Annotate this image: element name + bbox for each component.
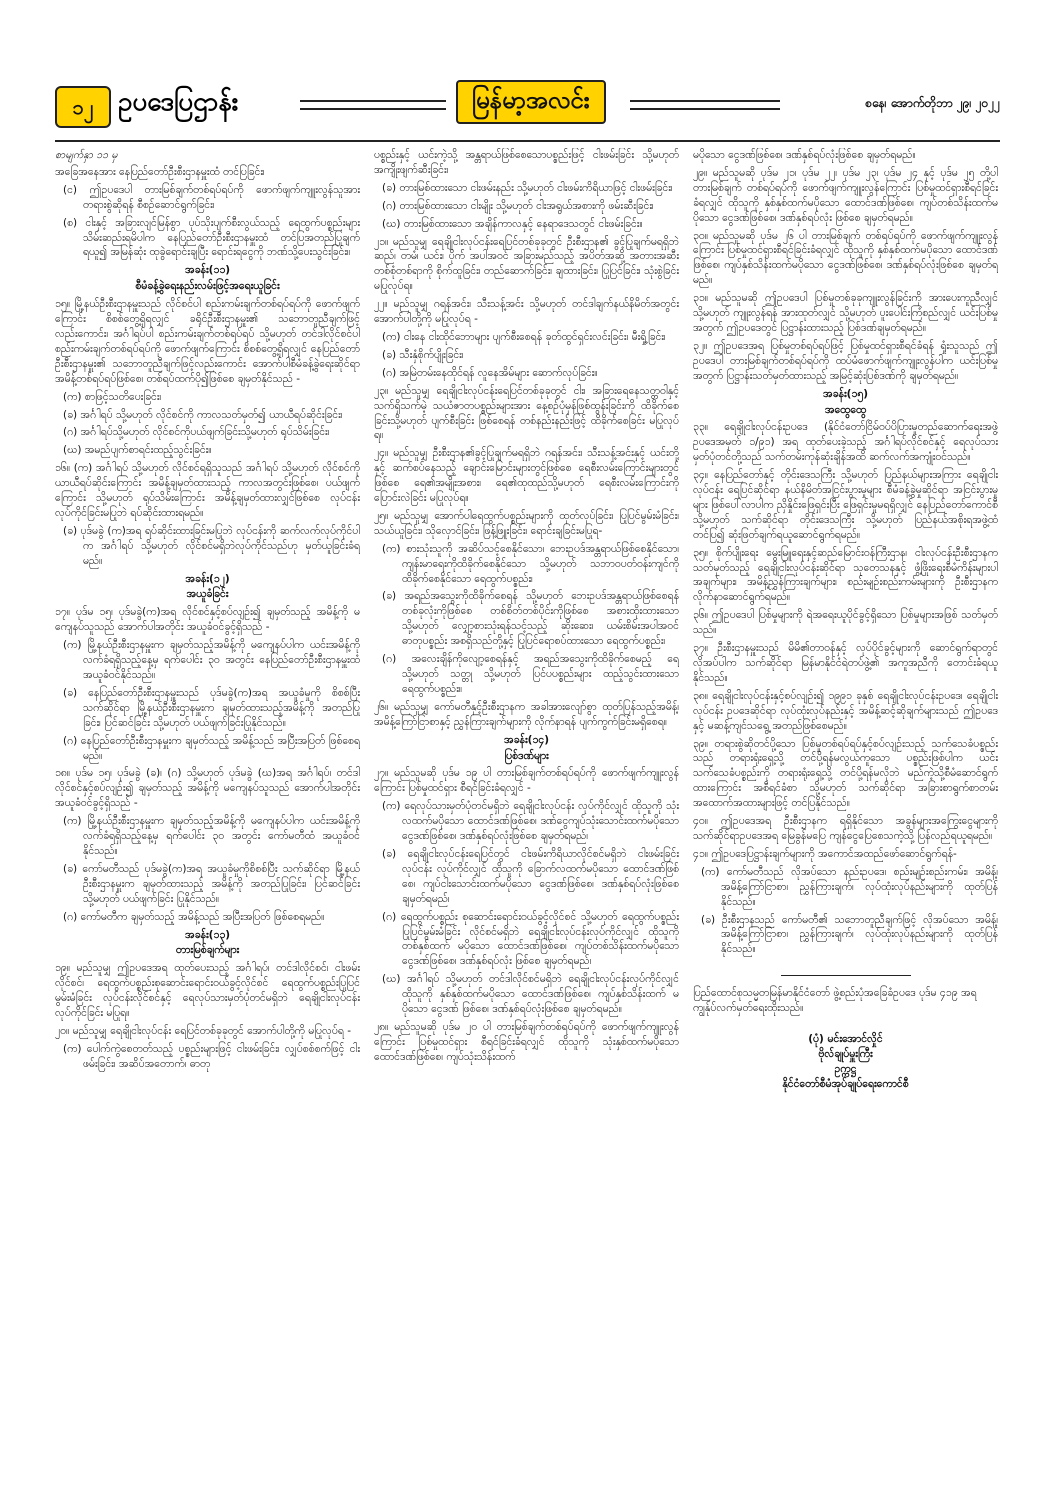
list-item: (ဂ) အလေးချိန်ကိုလျော့စေရန်နှင့် အရည်အသွေးကိုထိခိုက်စေမည့် ရေ သို့မဟုတ် သတ္တု သို့မဟုတ် ပြင်ပပစ္စည်းများ ထည့်သွင်းထားသော ရေထွက်ပစ္စည်း။ <box>382 653 679 695</box>
paragraph: ၂၇။ မည်သူမဆို ပုဒ်မ ၁၉ ပါ တားမြစ်ချက်တစ်ရပ်ရပ်ကို ဖောက်ဖျက်ကျူးလွန်ကြောင်း ပြစ်မှုထင်ရှား စီရင်ခြင်းခံရလျှင် - <box>374 767 679 795</box>
header-rule-left <box>300 100 446 110</box>
list-item: (ခ) တားမြစ်ထားသော ငါးဖမ်းနည်း သို့မဟုတ် ငါးဖမ်းကိရိယာဖြင့် ငါးဖမ်းခြင်း၊ <box>382 181 673 194</box>
list-item: (ဂ) အမြဲတမ်းနေထိုင်ရန် လူနေအိမ်များ ဆောက်လုပ်ခြင်း။ <box>382 366 598 379</box>
page-number-badge: ၁၂ <box>55 86 111 128</box>
article-column-2 <box>374 148 679 1448</box>
list-item: (က) စားသုံးသူကို အဆိပ်သင့်စေနိုင်သော၊ ဘေးဥပဒ်အန္တရာယ်ဖြစ်စေနိုင်သော၊ ကျန်းမာရေးကိုထိခိုက်စေနိုင်သော သို့မဟုတ် သဘာဝပတ်ဝန်းကျင်ကို ထိခိုက်စေနိုင်သော ရေထွက်ပစ္စည်း၊ <box>382 542 679 585</box>
list-item: (က) စာဖြင့်သတိပေးခြင်း၊ <box>63 390 162 403</box>
article-columns <box>55 148 1000 1448</box>
list-item: (ခ) ရေချိုငါးလုပ်ငန်းရေပြင်တွင် ငါးဖမ်းကိရိယာလိုင်စင်မရှိဘဲ ငါးဖမ်းခြင်းလုပ်ငန်း လုပ်ကိုင်လျှင် ထိုသူကို ခြောက်လထက်မပိုသော ထောင်ဒဏ်ဖြစ်စေ၊ ကျပ်ငါးသောင်းထက်မပိုသော ငွေဒဏ်ဖြစ်စေ၊ ဒဏ်နှစ်ရပ်လုံးဖြစ်စေ ချမှတ်ရမည်၊ <box>382 847 679 905</box>
list-item: (ဂ) ကော်မတီက ချမှတ်သည့် အမိန့်သည် အပြီးအပြတ် ဖြစ်စေရမည်။ <box>63 910 325 923</box>
paragraph: ၄၀။ ဤဥပဒေအရ ဦးစီးဌာနက ရရှိနိုင်သော အခွန်များအကြွေးငွေများကို သက်ဆိုင်ရာဥပဒေအရ မြေခွန်မပြေ ကျန်ငွေပြေစေသကဲ့သို့ ပြန်လည်ရယူရမည်။ <box>693 815 998 842</box>
chapter-title: ပြစ်ဒဏ်များ <box>504 749 549 762</box>
list-item: (ဂ) နေပြည်တော်ဦးစီးဌာနမှူးက ချမှတ်သည့် အမိန့်သည် အပြီးအပြတ် ဖြစ်စေရမည်။ <box>63 734 360 762</box>
list-item: (ဂ) ရေထွက်ပစ္စည်း စုဆောင်းရောင်းဝယ်ခွင့်လိုင်စင် သို့မဟုတ် ရေထွက်ပစ္စည်းပြုပြင်မွမ်းမံခြင်း လိုင်စင်မရှိဘဲ ရေချိုငါးလုပ်ငန်းလုပ်ကိုင်လျှင် ထိုသူကို တစ်နှစ်ထက် မပိုသော ထောင်ဒဏ်ဖြစ်စေ၊ ကျပ်တစ်သိန်းထက်မပိုသော ငွေဒဏ်ဖြစ်စေ၊ ဒဏ်နှစ်ရပ်လုံး ဖြစ်စေ ချမှတ်ရမည်၊ <box>382 910 679 968</box>
chapter-heading: အခန်း(၁၃) <box>184 928 231 941</box>
paragraph: ၃၃။ ရေချိုငါးလုပ်ငန်းဥပဒေ (နိုင်ငံတော်ငြိမ်ဝပ်ပိပြားမှုတည်ဆောက်ရေးအဖွဲ့ ဥပဒေအမှတ် ၁/၉၁) အရ ထုတ်ပေးခဲ့သည့် အင်္ဂါရပ်လိုင်စင်နှင့် ရေလုပ်သားမှတ်ပုံတင်တို့သည် သက်တမ်းကုန်ဆုံးချိန်အထိ ဆက်လက်အကျုံးဝင်သည်။ <box>693 421 998 464</box>
signature-block <box>693 975 998 1091</box>
list-item: (ဂ) အင်္ဂါရပ်သို့မဟုတ် လိုင်စင်ကိုပယ်ဖျက်ခြင်းသို့မဟုတ် ရုပ်သိမ်းခြင်း၊ <box>63 426 330 439</box>
paragraph: ၃၀။ မည်သူမဆို ပုဒ်မ ၂၆ ပါ တားမြစ်ချက် တစ်ရပ်ရပ်ကို ဖောက်ဖျက်ကျူးလွန်ကြောင်း ပြစ်မှုထင်ရှားစီရင်ခြင်းခံရလျှင် ထိုသူကို နှစ်နှစ်ထက်မပိုသော ထောင်ဒဏ်ဖြစ်စေ၊ ကျပ်နှစ်သိန်းထက်မပိုသော ငွေဒဏ်ဖြစ်စေ၊ ဒဏ်နှစ်ရပ်လုံးဖြစ်စေ ချမှတ်ရမည်။ <box>693 229 998 287</box>
chapter-title: အထွေထွေ <box>824 403 867 416</box>
list-item: (ခ) အင်္ဂါရပ် သို့မဟုတ် လိုင်စင်ကို ကာလသတ်မှတ်၍ ယာယီရပ်ဆိုင်းခြင်း၊ <box>63 408 343 421</box>
chapter-title: အယူခံခြင်း <box>186 588 229 601</box>
list-item: (က) မြို့နယ်ဦးစီးဌာနမှူးက ချမှတ်သည့်အမိန့်ကို မကျေနပ်ပါက ယင်းအမိန့်ကို လက်ခံရရှိသည့်နေ့မှ ရက်ပေါင်း ၃၀ အတွင်း နေပြည်တော်ဦးစီးဌာနမှူးထံ အယူခံဝင်နိုင်သည်။ <box>63 639 360 681</box>
list-item: (ခ) သီးနှံစိုက်ပျိုးခြင်း၊ <box>382 348 464 361</box>
chapter-heading: အခန်း(၁၂) <box>185 572 230 585</box>
paragraph: ၃၁။ မည်သူမဆို ဤဥပဒေပါ ပြစ်မှုတစ်ခုခုကျူးလွန်ခြင်းကို အားပေးကူညီလျှင် သို့မဟုတ် ကျူးလွန်ရန် အားထုတ်လျှင် သို့မဟုတ် ပူးပေါင်းကြံစည်လျှင် ယင်းပြစ်မှုအတွက် ဤဥပဒေတွင် ပြဋ္ဌာန်းထားသည့် ပြစ်ဒဏ်ချမှတ်ရမည်။ <box>693 292 998 334</box>
list-item: (ဃ) တားမြစ်ထားသော အချိန်ကာလနှင့် နေရာဒေသတွင် ငါးဖမ်းခြင်း။ <box>382 217 643 230</box>
list-item: (ဃ) အင်္ဂါရပ် သို့မဟုတ် တင်ဒါလိုင်စင်မရှိဘဲ ရေချိုငါးလုပ်ငန်းလုပ်ကိုင်လျှင် ထိုသူကို နှစ်နှစ်ထက်မပိုသော ထောင်ဒဏ်ဖြစ်စေ၊ ကျပ်နှစ်သိန်းထက် မပိုသော ငွေဒဏ် ဖြစ်စေ၊ ဒဏ်နှစ်ရပ်လုံးဖြစ်စေ ချမှတ်ရမည်။ <box>382 973 679 1016</box>
paragraph: ၂၅။ မည်သူမျှ အောက်ပါရေထွက်ပစ္စည်းများကို ထုတ်လုပ်ခြင်း၊ ပြုပြင်မွမ်းမံခြင်း၊ သယ်ယူခြင်း၊ သိုလှောင်ခြင်း၊ ဖြန့်ဖြူးခြင်း၊ ရောင်းချခြင်းမပြုရ- <box>374 509 679 537</box>
paragraph: ၁၅။ မြို့နယ်ဦးစီးဌာနမှူးသည် လိုင်စင်ပါ စည်းကမ်းချက်တစ်ရပ်ရပ်ကို ဖောက်ဖျက်ကြောင်း စိစစ်တွေ့ရှိရလျှင် ခရိုင်ဦးစီးဌာနမှူး၏ သဘောတူညီချက်ဖြင့်လည်းကောင်း၊ အင်္ဂါရပ်ပါ စည်းကမ်းချက်တစ်ရပ်ရပ် သို့မဟုတ် တင်ဒါလိုင်စင်ပါ စည်းကမ်းချက်တစ်ရပ်ရပ်ကို ဖောက်ဖျက်ကြောင်း စိစစ်တွေ့ရှိရလျှင် နေပြည်တော်ဦးစီးဌာနမှူး၏ သဘောတူညီချက်ဖြင့်လည်းကောင်း အောက်ပါစီမံခန့်ခွဲရေးဆိုင်ရာ အမိန့်တစ်ရပ်ရပ်ဖြစ်စေ၊ တစ်ရပ်ထက်ပို၍ဖြစ်စေ ချမှတ်နိုင်သည် - <box>55 298 360 385</box>
header-divider <box>55 140 1000 142</box>
list-item: (က) ကော်မတီသည် လိုအပ်သော နည်းဥပဒေ၊ စည်းမျဉ်းစည်းကမ်း၊ အမိန့်၊ အမိန့်ကြော်ငြာစာ၊ ညွှန်ကြားချက်၊ လုပ်ထုံးလုပ်နည်းများကို ထုတ်ပြန်နိုင်သည်။ <box>701 865 998 908</box>
list-item: (စ) ငါးနှင့် အခြားလျင်မြန်စွာ ပုပ်သိုးပျက်စီးလွယ်သည့် ရေထွက်ပစ္စည်းများ သိမ်းဆည်းရမိပါက နေပြည်တော်ဦးစီးဌာနမှူးထံ တင်ပြအတည်ပြုချက်ရယူ၍ အမြန်ဆုံး ထုခွဲရောင်းချပြီး ရောင်းရငွေကို ဘဏ်သို့ပေးသွင်းခြင်း။ <box>63 216 360 259</box>
paragraph: ၂၈။ မည်သူမဆို ပုဒ်မ ၂၀ ပါ တားမြစ်ချက်တစ်ရပ်ရပ်ကို ဖောက်ဖျက်ကျူးလွန်ကြောင်း ပြစ်မှုထင်ရှား စီရင်ခြင်းခံရလျှင် ထိုသူကို သုံးနှစ်ထက်မပိုသော ထောင်ဒဏ်ဖြစ်စေ၊ ကျပ်သုံးသိန်းထက် <box>374 1020 679 1063</box>
paragraph: ၂၆။ မည်သူမျှ ကော်မတီနှင့်ဦးစီးဌာနက အခါအားလျော်စွာ ထုတ်ပြန်သည့်အမိန့်၊ အမိန့်ကြော်ငြာစာနှင့် ညွှန်ကြားချက်များကို လိုက်နာရန် ပျက်ကွက်ခြင်းမရှိစေရ။ <box>374 700 679 728</box>
paragraph: အခြေအနေအား နေပြည်တော်ဦးစီးဌာနမှူးထံ တင်ပြခြင်း၊ <box>55 165 265 178</box>
paragraph: ၂၃။ မည်သူမျှ ရေချိုငါးလုပ်ငန်းရေပြင်တစ်ခုခုတွင် ငါး၊ အခြားရေနေသတ္တဝါနှင့် သက်ရှိသက်မဲ့ သယံဇာတပစ္စည်းများအား နေ့စဉ်ပုံမှန်ဖြစ်ထွန်းခြင်းကို ထိခိုက်စေခြင်းသို့မဟုတ် ပျက်စီးခြင်း ဖြစ်စေရန် တစ်နည်းနည်းဖြင့် ထိခိုက်စေခြင်း မပြုလုပ်ရ။ <box>374 384 679 442</box>
paragraph: မပိုသော ငွေဒဏ်ဖြစ်စေ၊ ဒဏ်နှစ်ရပ်လုံးဖြစ်စေ ချမှတ်ရမည်။ <box>693 149 916 161</box>
article-column-3-body <box>693 148 998 957</box>
paragraph: ၂၀။ မည်သူမျှ ရေချိုငါးလုပ်ငန်း ရေပြင်တစ်ခုခုတွင် အောက်ပါတို့ကို မပြုလုပ်ရ - <box>55 1024 352 1037</box>
chapter-title: တားမြစ်ချက်များ <box>175 944 240 957</box>
signatory-rank: ဗိုလ်ချုပ်မှူးကြီး <box>818 1047 873 1060</box>
list-item: (င) ဤဥပဒေပါ တားမြစ်ချက်တစ်ရပ်ရပ်ကို ဖောက်ဖျက်ကျူးလွန်သူအား တရားစွဲဆိုရန် စီစဉ်ဆောင်ရွက်ခြင်း၊ <box>63 183 360 211</box>
chapter-title: စီမံခန့်ခွဲရေးနည်းလမ်းဖြင့်အရေးယူခြင်း <box>135 280 280 293</box>
paragraph: ၃၉။ တရားစွဲဆိုတင်ပို့သော ပြစ်မှုတစ်ရပ်ရပ်နှင့်စပ်လျဉ်းသည့် သက်သေခံပစ္စည်းသည် တရားရုံးရှေ့သို့ တင်ပို့ရန်မလွယ်ကူသော ပစ္စည်းဖြစ်ပါက ယင်းသက်သေခံပစ္စည်းကို တရားရုံးရှေ့သို့ တင်ပို့ရန်မလိုဘဲ မည်ကဲ့သို့စီမံဆောင်ရွက်ထားကြောင်း အစီရင်ခံစာ သို့မဟုတ် သက်ဆိုင်ရာ အခြားစာရွက်စာတမ်း အထောက်အထားများဖြင့် တင်ပြနိုင်သည်။ <box>693 737 998 810</box>
list-item: (က) ရေလုပ်သားမှတ်ပုံတင်မရှိဘဲ ရေချိုငါးလုပ်ငန်း လုပ်ကိုင်လျှင် ထိုသူကို သုံးလထက်မပိုသော ထောင်ဒဏ်ဖြစ်စေ၊ ဒဏ်ငွေကျပ်သုံးသောင်းထက်မပိုသော ငွေဒဏ်ဖြစ်စေ၊ ဒဏ်နှစ်ရပ်လုံးဖြစ်စေ ချမှတ်ရမည်၊ <box>382 800 679 843</box>
list-item: (ခ) ကော်မတီသည် ပုဒ်မခွဲ(က)အရ အယူခံမှုကိုစိစစ်ပြီး သက်ဆိုင်ရာ မြို့နယ်ဦးစီးဌာနမှူးက ချမှတ်ထားသည့် အမိန့်ကို အတည်ပြုခြင်း၊ ပြင်ဆင်ခြင်း သို့မဟုတ် ပယ်ဖျက်ခြင်း ပြုနိုင်သည်။ <box>63 862 360 905</box>
list-item: (က) ငါးနေ ငါးထိုင်ဘောများ ပျက်စီးစေရန် ခုတ်ထွင်ရှင်းလင်းခြင်း၊ မီးရှို့ခြင်း၊ <box>382 330 666 343</box>
signatory-role: ဥက္ကဋ္ဌ <box>834 1062 857 1075</box>
page-header <box>0 0 1054 150</box>
list-item: (ခ) အရည်အသွေးကိုထိခိုက်စေရန် သို့မဟုတ် ဘေးဥပဒ်အန္တရာယ်ဖြစ်စေရန် တစ်ခုလုံးကိုဖြစ်စေ တစ်စိတ်တစ်ပိုင်းကိုဖြစ်စေ အစားထိုးထားသော သို့မဟုတ် လျှော့စားသုံးရန်သင့်သည့် ဆိုးဆေး၊ ယမ်းစိမ်းအပါအဝင် ဓာတုပစ္စည်း အစရှိသည်တို့နှင့် ပြုပြင်ရောစပ်ထားသော ရေထွက်ပစ္စည်း၊ <box>382 590 679 648</box>
chapter-heading: အခန်း(၁၅) <box>822 387 869 400</box>
paragraph: ၂၉။ မည်သူမဆို ပုဒ်မ ၂၁၊ ပုဒ်မ ၂၂၊ ပုဒ်မ ၂၃၊ ပုဒ်မ ၂၄ နှင့် ပုဒ်မ ၂၅ တို့ပါ တားမြစ်ချက် တစ်ရပ်ရပ်ကို ဖောက်ဖျက်ကျူးလွန်ကြောင်း ပြစ်မှုထင်ရှားစီရင်ခြင်းခံရလျှင် ထိုသူကို နှစ်နှစ်ထက်မပိုသော ထောင်ဒဏ်ဖြစ်စေ၊ ကျပ်တစ်သိန်းထက်မပိုသော ငွေဒဏ်ဖြစ်စေ၊ ဒဏ်နှစ်ရပ်လုံး ဖြစ်စေ ချမှတ်ရမည်။ <box>693 166 998 224</box>
paragraph: ၁၈။ ပုဒ်မ ၁၅၊ ပုဒ်မခွဲ (ခ)၊ (ဂ) သို့မဟုတ် ပုဒ်မခွဲ (ဃ)အရ အင်္ဂါရပ်၊ တင်ဒါလိုင်စင်နှင့်စပ်လျဉ်း၍ ချမှတ်သည့် အမိန့်ကို မကျေနပ်သူသည် အောက်ပါအတိုင်း အယူခံဝင်ခွင့်ရှိသည် - <box>55 767 360 810</box>
list-item: (ဃ) အမည်ပျက်စာရင်းထည့်သွင်းခြင်း။ <box>63 444 212 457</box>
paragraph: ၃၅။ စိုက်ပျိုးရေး မွေးမြူရေးနှင့်ဆည်မြောင်းဝန်ကြီးဌာန၊ ငါးလုပ်ငန်းဦးစီးဌာနက သတ်မှတ်သည့် ရေချိုငါးလုပ်ငန်းဆိုင်ရာ သုတေသနနှင့် ဖွံ့ဖြိုးရေးစီမံကိန်းများပါ အချက်များ၊ အမိန့်ညွှန်ကြားချက်များ၊ စည်းမျဉ်းစည်းကမ်းများကို ဦးစီးဌာနက လိုက်နာဆောင်ရွက်ရမည်။ <box>693 546 998 604</box>
paragraph: ပစ္စည်းနှင့် ယင်းကဲ့သို့ အန္တရာယ်ဖြစ်စေသောပစ္စည်းဖြင့် ငါးဖမ်းခြင်း သို့မဟုတ် အကျိုးဖျက်ဆီးခြင်း၊ <box>374 149 679 176</box>
continued-from-label: စာမျက်နှာ ၁၁ မှ <box>55 149 118 161</box>
header-rule-right <box>630 100 780 110</box>
paragraph: ၃၄။ နေပြည်တော်နှင့် တိုင်းဒေသကြီး သို့မဟုတ် ပြည်နယ်များအကြား ရေချိုငါးလုပ်ငန်း ရေပြင်ဆိုင်ရာ နယ်နိမိတ်အငြင်းပွားမှုများ စီမံခန့်ခွဲမှုဆိုင်ရာ အငြင်းပွားမှုများ ဖြစ်ပေါ်လာပါက ညှိနှိုင်းဖြေရှင်းပြီး ဖြေရှင်းမှုမရရှိလျှင် နေပြည်တော်ကောင်စီ သို့မဟုတ် သက်ဆိုင်ရာ တိုင်းဒေသကြီး သို့မဟုတ် ပြည်နယ်အစိုးရအဖွဲ့ထံ တင်ပြ၍ ဆုံးဖြတ်ချက်ရယူဆောင်ရွက်ရမည်။ <box>693 469 998 541</box>
section-title: ဥပဒေပြဌာန်း <box>118 87 239 117</box>
list-item: (ခ) ပုဒ်မခွဲ (က)အရ ရပ်ဆိုင်းထားခြင်းမပြုဘဲ လုပ်ငန်းကို ဆက်လက်လုပ်ကိုင်ပါက အင်္ဂါရပ် သို့မဟုတ် လိုင်စင်မရှိဘဲလုပ်ကိုင်သည်ဟု မှတ်ယူခြင်းခံရမည်။ <box>63 524 360 567</box>
paragraph: ၃၆။ ဤဥပဒေပါ ပြစ်မှုများကို ရဲအရေးယူပိုင်ခွင့်ရှိသော ပြစ်မှုများအဖြစ် သတ်မှတ်သည်။ <box>693 609 998 637</box>
paragraph: ၂၄။ မည်သူမျှ ဦးစီးဌာန၏ခွင့်ပြုချက်မရရှိဘဲ ဂရန်အင်း၊ သီးသန့်အင်းနှင့် ယင်းတို့နှင့် ဆက်စပ်နေသည့် ချောင်းမြောင်းများတွင်ဖြစ်စေ ရေစီးလမ်းကြောင်းများတွင်ဖြစ်စေ ရေ၏အမျိုးအစား၊ ရေ၏ထုထည်သို့မဟုတ် ရေစီးလမ်းကြောင်းကို ပြောင်းလဲခြင်း မပြုလုပ်ရ။ <box>374 447 679 505</box>
paragraph: ၃၇။ ဦးစီးဌာနမှူးသည် မိမိ၏တာဝန်နှင့် လုပ်ပိုင်ခွင့်များကို ဆောင်ရွက်ရာတွင် လိုအပ်ပါက သက်ဆိုင်ရာ မြန်မာနိုင်ငံရဲတပ်ဖွဲ့၏ အကူအညီကို တောင်းခံရယူနိုင်သည်။ <box>693 642 998 684</box>
paragraph: ၃၂။ ဤဥပဒေအရ ပြစ်မှုတစ်ရပ်ရပ်ဖြင့် ပြစ်မှုထင်ရှားစီရင်ခံရန် ရှုံးသူသည် ဤဥပဒေပါ တားမြစ်ချက်တစ်ရပ်ရပ်ကို ထပ်မံဖောက်ဖျက်ကျူးလွန်ပါက ယင်းပြစ်မှုအတွက် ပြဋ္ဌာန်းသတ်မှတ်ထားသည့် အမြင့်ဆုံးပြစ်ဒဏ်ကို ချမှတ်ရမည်။ <box>693 339 998 382</box>
signatory-name: (ပုံ) မင်းအောင်လှိုင် <box>808 1033 883 1046</box>
chapter-heading: အခန်း(၁၁) <box>184 264 231 277</box>
signatory-organization: နိုင်ငံတော်စီမံအုပ်ချုပ်ရေးကောင်စီ <box>782 1077 909 1090</box>
paragraph: ၂၁။ မည်သူမျှ ရေချိုငါးလုပ်ငန်းရေပြင်တစ်ခုခုတွင် ဦးစီးဌာန၏ ခွင့်ပြုချက်မရရှိဘဲ ဆည်၊ တမံ၊ ယင်း၊ ပိုက် အပါအဝင် အခြားမည်သည့် အပိတ်အဆို့ အတားအဆီးတစ်စုံတစ်ရာကို စိုက်ထူခြင်း၊ တည်ဆောက်ခြင်း၊ ချထားခြင်း၊ ပြုပြင်ခြင်း၊ သုံးစွဲခြင်းမပြုလုပ်ရ။ <box>374 235 679 293</box>
paragraph: ၁၇။ ပုဒ်မ ၁၅၊ ပုဒ်မခွဲ(က)အရ လိုင်စင်နှင့်စပ်လျဉ်း၍ ချမှတ်သည့် အမိန့်ကို မကျေနပ်သူသည် အောက်ပါအတိုင်း အယူခံဝင်ခွင့်ရှိသည် - <box>55 606 360 634</box>
list-item: (ခ) ဦးစီးဌာနသည် ကော်မတီ၏ သဘောတူညီချက်ဖြင့် လိုအပ်သော အမိန့်၊ အမိန့်ကြော်ငြာစာ၊ ညွှန်ကြားချက်၊ လုပ်ထုံးလုပ်နည်းများကို ထုတ်ပြန်နိုင်သည်။ <box>701 913 998 956</box>
paragraph: ၂၂။ မည်သူမျှ ဂရန်အင်း၊ သီးသန့်အင်း သို့မဟုတ် တင်ဒါချက်နယ်နိမိတ်အတွင်း အောက်ပါတို့ကို မပြုလုပ်ရ - <box>374 298 679 326</box>
newspaper-masthead: မြန်မာ့အလင်း <box>456 80 606 124</box>
signature-note: ပြည်ထောင်စုသမ္မတမြန်မာနိုင်ငံတော် ဖွဲ့စည်းပုံအခြေခံဥပဒေ ပုဒ်မ ၄၁၉ အရ ကျွန်ုပ်လက်မှတ်ရေးထိုးသည်။ <box>693 987 977 1015</box>
signature-divider <box>781 975 911 976</box>
issue-date: စနေ၊ အောက်တိုဘာ ၂၉၊ ၂၀၂၂ <box>865 96 1000 110</box>
list-item: (က) ပေါက်ကွဲစေတတ်သည့် ပစ္စည်းများဖြင့် ငါးဖမ်းခြင်း၊ လျှပ်စစ်စက်ဖြင့် ငါးဖမ်းခြင်း၊ အဆိပ်အတောက်၊ ဓာတု <box>63 1042 360 1070</box>
chapter-heading: အခန်း(၁၄) <box>503 733 550 746</box>
article-column-1 <box>55 148 360 1448</box>
paragraph: ၁၉။ မည်သူမျှ ဤဥပဒေအရ ထုတ်ပေးသည့် အင်္ဂါရပ်၊ တင်ဒါလိုင်စင်၊ ငါးဖမ်းလိုင်စင်၊ ရေထွက်ပစ္စည်းစုဆောင်းရောင်းဝယ်ခွင့်လိုင်စင် ရေထွက်ပစ္စည်းပြုပြင်မွမ်းမံခြင်း လုပ်ငန်းလိုင်စင်နှင့် ရေလုပ်သားမှတ်ပုံတင်မရှိဘဲ ရေချိုငါးလုပ်ငန်းလုပ်ကိုင်ခြင်း မပြုရ။ <box>55 962 360 1020</box>
paragraph: ၄၁။ ဤဥပဒေပြဋ္ဌာန်းချက်များကို အကောင်အထည်ဖော်ဆောင်ရွက်ရန်- <box>693 847 957 860</box>
list-item: (က) မြို့နယ်ဦးစီးဌာနမှူးက ချမှတ်သည့်အမိန့်ကို မကျေနပ်ပါက ယင်းအမိန့်ကို လက်ခံရရှိသည့်နေ့မှ ရက်ပေါင်း ၃၀ အတွင်း ကော်မတီထံ အယူခံဝင်နိုင်သည်။ <box>63 815 360 857</box>
article-column-3 <box>693 148 998 1448</box>
list-item: (ဂ) တားမြစ်ထားသော ငါးမျိုး သို့မဟုတ် ငါးအရွယ်အစားကို ဖမ်းဆီးခြင်း၊ <box>382 199 654 212</box>
paragraph: ၁၆။ (က) အင်္ဂါရပ် သို့မဟုတ် လိုင်စင်ရရှိသူသည် အင်္ဂါရပ် သို့မဟုတ် လိုင်စင်ကို ယာယီရပ်ဆိုင်းကြောင်း အမိန့်ချမှတ်ထားသည့် ကာလအတွင်းဖြစ်စေ၊ ပယ်ဖျက်ကြောင်း သို့မဟုတ် ရုပ်သိမ်းကြောင်း အမိန့်ချမှတ်ထားလျှင်ဖြစ်စေ လုပ်ငန်းလုပ်ကိုင်ခြင်းမပြုဘဲ ရပ်ဆိုင်းထားရမည်။ <box>55 462 360 519</box>
paragraph: ၃၈။ ရေချိုငါးလုပ်ငန်းနှင့်စပ်လျဉ်း၍ ၁၉၉၁ ခုနှစ် ရေချိုငါးလုပ်ငန်းဥပဒေ၊ ရေချိုငါးလုပ်ငန်း ဥပဒေဆိုင်ရာ လုပ်ထုံးလုပ်နည်းနှင့် အမိန့်ဆင့်ဆိုချက်များသည် ဤဥပဒေနှင့် မဆန့်ကျင်သရွေ့ အတည်ဖြစ်စေမည်။ <box>693 689 998 732</box>
list-item: (ခ) နေပြည်တော်ဦးစီးဌာနမှူးသည် ပုဒ်မခွဲ(က)အရ အယူခံမှုကို စိစစ်ပြီး သက်ဆိုင်ရာ မြို့နယ်ဦးစီးဌာနမှူးက ချမှတ်ထားသည့်အမိန့်ကို အတည်ပြုခြင်း၊ ပြင်ဆင်ခြင်း သို့မဟုတ် ပယ်ဖျက်ခြင်းပြုနိုင်သည်။ <box>63 686 360 729</box>
